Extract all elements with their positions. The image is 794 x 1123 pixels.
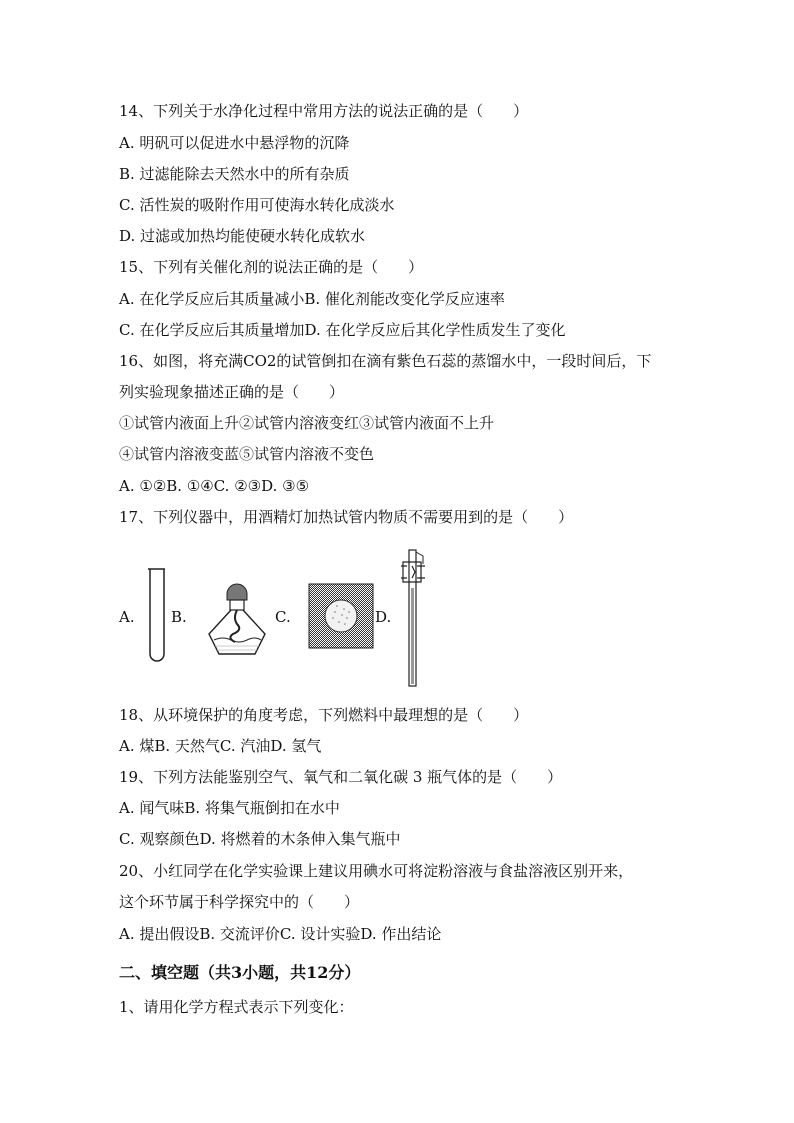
q20-options: A. 提出假设B. 交流评价C. 设计实验D. 作出结论 xyxy=(119,925,442,943)
q19-stem: 19、下列方法能鉴别空气、氧气和二氧化碳 3 瓶气体的是（ ） xyxy=(119,768,563,786)
q14-option-d: D. 过滤或加热均能使硬水转化成软水 xyxy=(119,227,366,245)
q16-phenomena-line2: ④试管内溶液变蓝⑤试管内溶液不变色 xyxy=(119,445,375,463)
q17-label-a: A. xyxy=(119,608,135,626)
q14-option-b: B. 过滤能除去天然水中的所有杂质 xyxy=(119,165,350,183)
q16-phenomena-line1: ①试管内液面上升②试管内溶液变红③试管内液面不上升 xyxy=(119,414,495,432)
q14-option-c: C. 活性炭的吸附作用可使海水转化成淡水 xyxy=(119,196,395,214)
q15-stem: 15、下列有关催化剂的说法正确的是（ ） xyxy=(119,258,424,276)
q19-options-cd: C. 观察颜色D. 将燃着的木条伸入集气瓶中 xyxy=(119,830,401,848)
section2-q1: 1、请用化学方程式表示下列变化： xyxy=(119,998,354,1016)
q20-stem-line2: 这个环节属于科学探究中的（ ） xyxy=(119,893,360,911)
q16-stem-line2: 列实验现象描述正确的是（ ） xyxy=(119,383,345,401)
q16-options: A. ①②B. ①④C. ②③D. ③⑤ xyxy=(119,477,310,495)
q18-stem: 18、从环境保护的角度考虑，下列燃料中最理想的是（ ） xyxy=(119,706,529,724)
q15-options-ab: A. 在化学反应后其质量减小B. 催化剂能改变化学反应速率 xyxy=(119,290,505,308)
q18-options: A. 煤B. 天然气C. 汽油D. 氢气 xyxy=(119,737,322,755)
section-title: 二、填空题（共3小题，共12分） xyxy=(119,963,361,982)
q17-figure-row xyxy=(119,540,679,690)
q20-stem-line1: 20、小红同学在化学实验课上建议用碘水可将淀粉溶液与食盐溶液区别开来， xyxy=(119,862,634,880)
test-tube-icon xyxy=(147,568,167,664)
q14-option-a: A. 明矾可以促进水中悬浮物的沉降 xyxy=(119,134,350,152)
q17-label-c: C. xyxy=(275,608,291,626)
q19-options-ab: A. 闻气味B. 将集气瓶倒扣在水中 xyxy=(119,799,340,817)
alcohol-lamp-icon xyxy=(203,576,269,656)
q14-stem: 14、下列关于水净化过程中常用方法的说法正确的是（ ） xyxy=(119,102,529,120)
q15-options-cd: C. 在化学反应后其质量增加D. 在化学反应后其化学性质发生了变化 xyxy=(119,321,566,339)
q17-label-d: D. xyxy=(375,608,392,626)
asbestos-gauze-icon xyxy=(309,584,373,648)
test-tube-holder-icon xyxy=(399,548,431,688)
q17-label-b: B. xyxy=(171,608,187,626)
q16-stem-line1: 16、如图，将充满CO2的试管倒扣在滴有紫色石蕊的蒸馏水中，一段时间后，下 xyxy=(119,352,652,370)
q17-stem: 17、下列仪器中，用酒精灯加热试管内物质不需要用到的是（ ） xyxy=(119,508,574,526)
